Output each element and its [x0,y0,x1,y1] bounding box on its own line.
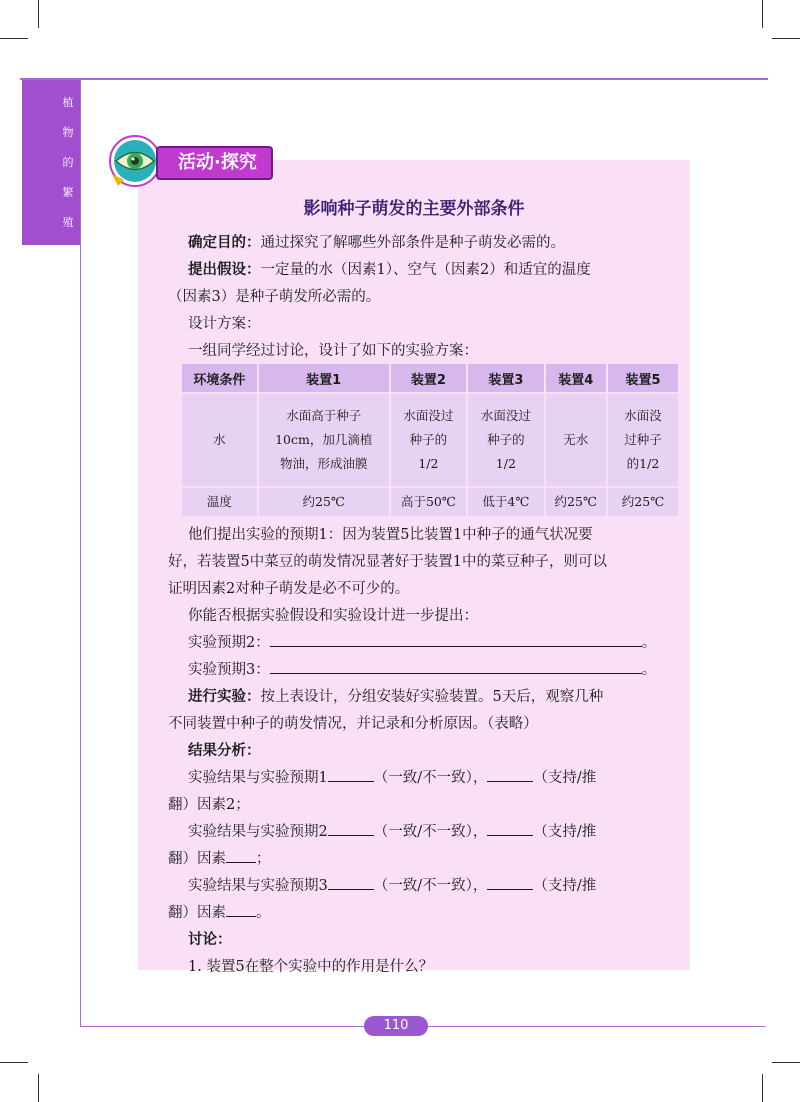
table-header: 装置3 [467,363,544,393]
result-1-prefix: 实验结果与实验预期1 [188,770,328,786]
table-header-row [181,363,679,393]
prediction-3-label: 实验预期3： [188,662,270,678]
result-middle: （一致/不一致）， [373,824,488,840]
result-3-factor-blank[interactable] [226,916,256,917]
result-1-blank-b[interactable] [487,781,533,782]
result-3-blank-a[interactable] [328,889,374,890]
prediction-2-blank[interactable] [270,646,642,647]
prediction-3-blank[interactable] [270,673,642,674]
purpose-line [168,230,680,257]
table-cell: 水面没过 种子的 1/2 [467,393,544,487]
hypothesis-label: 提出假设： [188,262,261,278]
discussion-question: 1. 装置5在整个实验中的作用是什么？ [188,959,434,975]
result-2-blank-a[interactable] [328,835,374,836]
result-middle: （一致/不一致）， [373,878,488,894]
result-suffix: （支持/推 [533,770,597,786]
page-number: 110 [364,1016,428,1036]
crop-mark [772,1062,800,1063]
discussion-label: 讨论： [188,932,232,948]
table-header: 装置1 [258,363,390,393]
experiment-line [168,684,680,711]
table-cell: 水面高于种子 10cm，加几滴植 物油，形成油膜 [258,393,390,487]
hypothesis-text: 一定量的水（因素1）、空气（因素2）和适宜的温度 [260,262,591,278]
experiment-label: 进行实验： [188,689,261,705]
chapter-char: 的 [62,156,74,169]
table-header: 环境条件 [181,363,258,393]
result-2-tail-end: ； [256,851,271,867]
result-1-row [168,765,680,792]
prediction-line: 证明因素2对种子萌发是必不可少的。 [168,581,410,597]
result-3-prefix: 实验结果与实验预期3 [188,878,328,894]
table-header: 装置2 [390,363,468,393]
result-2-prefix: 实验结果与实验预期2 [188,824,328,840]
result-2-row [168,819,680,846]
prediction-line: 好，若装置5中菜豆的萌发情况显著好于装置1中的菜豆种子，则可以 [168,554,607,570]
result-3-tail: 翻）因素 [168,905,226,921]
result-2-blank-b[interactable] [487,835,533,836]
left-rule [80,80,81,1027]
design-label: 设计方案： [188,316,261,332]
chapter-char: 物 [62,126,74,139]
prediction-3-row [168,657,680,684]
table-cell: 约25℃ [258,487,390,517]
result-3-tail-row [168,900,680,927]
table-header: 装置4 [545,363,607,393]
chapter-label [58,88,78,238]
result-2-factor-blank[interactable] [226,862,256,863]
table-cell: 无水 [545,393,607,487]
end-mark: 。 [641,635,657,651]
crop-mark [762,1074,763,1102]
activity-badge: 活动·探究 [156,146,273,180]
end-mark: 。 [641,662,657,678]
result-2-tail: 翻）因素 [168,851,226,867]
table-cell: 约25℃ [545,487,607,517]
table-cell: 约25℃ [607,487,679,517]
chapter-char: 殖 [62,216,74,229]
crop-mark [762,0,763,28]
crop-mark [38,1074,39,1102]
hypothesis-line [168,257,680,284]
result-3-tail-end: 。 [256,905,271,921]
result-3-row [168,873,680,900]
hypothesis-line-2: （因素3）是种子萌发所必需的。 [168,289,381,305]
top-rule [20,78,768,80]
prediction-2-row [168,630,680,657]
result-1-blank-a[interactable] [328,781,374,782]
table-cell: 高于50℃ [390,487,468,517]
intro-section [168,230,680,365]
result-2-tail-row [168,846,680,873]
table-row [181,487,679,517]
experiment-table [180,362,680,518]
body-section [168,522,680,981]
table-cell: 水面没 过种子 的1/2 [607,393,679,487]
crop-mark [772,38,800,39]
result-1-tail: 翻）因素2； [168,797,250,813]
design-text: 一组同学经过讨论，设计了如下的实验方案： [188,343,478,359]
purpose-text: 通过探究了解哪些外部条件是种子萌发必需的。 [260,235,565,251]
result-3-blank-b[interactable] [487,889,533,890]
prediction-2-label: 实验预期2： [188,635,270,651]
result-suffix: （支持/推 [533,878,597,894]
prediction-ask: 你能否根据实验假设和实验设计进一步提出： [188,608,478,624]
results-label: 结果分析： [188,743,261,759]
crop-mark [0,38,28,39]
prediction-line: 他们提出实验的预期1：因为装置5比装置1中种子的通气状况要 [188,527,593,543]
crop-mark [38,0,39,28]
purpose-label: 确定目的： [188,235,261,251]
experiment-text: 按上表设计，分组安装好实验装置。5天后，观察几种 [260,689,604,705]
experiment-line-2: 不同装置中种子的萌发情况，并记录和分析原因。（表略） [168,716,538,732]
page-title: 影响种子萌发的主要外部条件 [303,199,525,219]
table-cell: 水面没过 种子的 1/2 [390,393,468,487]
result-middle: （一致/不一致）， [373,770,488,786]
crop-mark [0,1062,28,1063]
table-header: 装置5 [607,363,679,393]
table-cell: 低于4℃ [467,487,544,517]
result-suffix: （支持/推 [533,824,597,840]
eye-icon [108,134,162,188]
table-cell: 水 [181,393,258,487]
chapter-char: 繁 [62,186,74,199]
table-row [181,393,679,487]
table-cell: 温度 [181,487,258,517]
chapter-char: 植 [62,96,74,109]
